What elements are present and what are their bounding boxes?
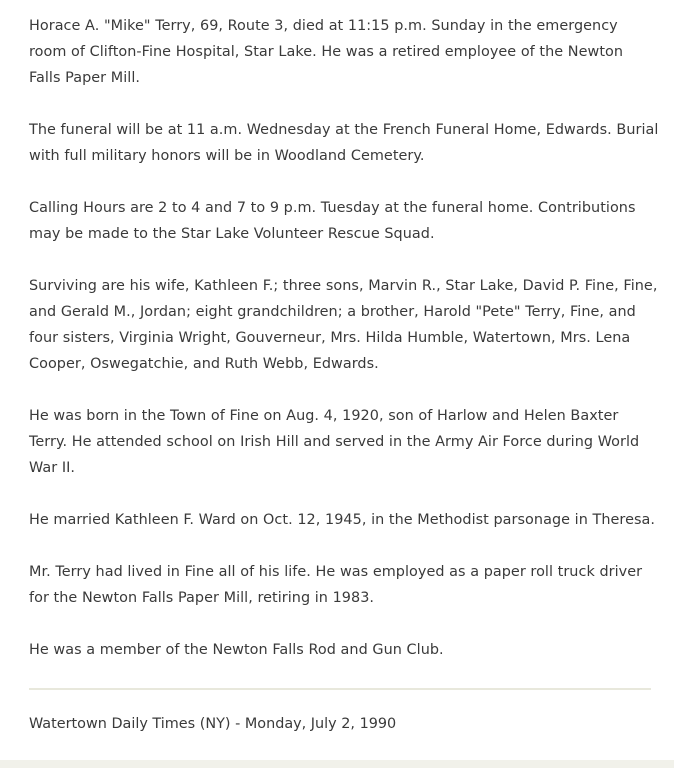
source-citation: Watertown Daily Times (NY) - Monday, July 2, 1990	[29, 716, 397, 732]
paragraph-membership: He was a member of the Newton Falls Rod and Gun Club.	[29, 642, 444, 658]
paragraph-funeral: The funeral will be at 11 a.m. Wednesday at the French Funeral Home, Edwards. Burial with full military honors will be in Woodland Cemetery.	[29, 122, 659, 164]
footer-band	[0, 760, 674, 768]
source-divider	[29, 688, 651, 690]
paragraph-calling-hours: Calling Hours are 2 to 4 and 7 to 9 p.m. Tuesday at the funeral home. Contributions may be made to the Star Lake Volunteer Rescue Squad.	[29, 200, 636, 242]
paragraph-marriage: He married Kathleen F. Ward on Oct. 12, 1945, in the Methodist parsonage in Theresa.	[29, 512, 656, 528]
obituary-article	[29, 13, 659, 689]
paragraph-birth: He was born in the Town of Fine on Aug. 4, 1920, son of Harlow and Helen Baxter Terry. He attended school on Irish Hill and served in the Army Air Force during World War II.	[29, 408, 640, 476]
paragraph-death-notice: Horace A. "Mike" Terry, 69, Route 3, died at 11:15 p.m. Sunday in the emergency room of Clifton-Fine Hospital, Star Lake. He was a retired employee of the Newton Falls Paper Mill.	[29, 18, 624, 86]
paragraph-survivors: Surviving are his wife, Kathleen F.; three sons, Marvin R., Star Lake, David P. Fine, Fine, and Gerald M., Jordan; eight grandchildren; a brother, Harold "Pete" Terry, Fine, and four sisters, Virginia Wright, Gouverneur, Mrs. Hilda Humble, Watertown, Mrs. Lena Cooper, Oswegatchie, and Ruth Webb, Edwards.	[29, 278, 658, 372]
paragraph-employment: Mr. Terry had lived in Fine all of his life. He was employed as a paper roll truck driver for the Newton Falls Paper Mill, retiring in 1983.	[29, 564, 643, 606]
